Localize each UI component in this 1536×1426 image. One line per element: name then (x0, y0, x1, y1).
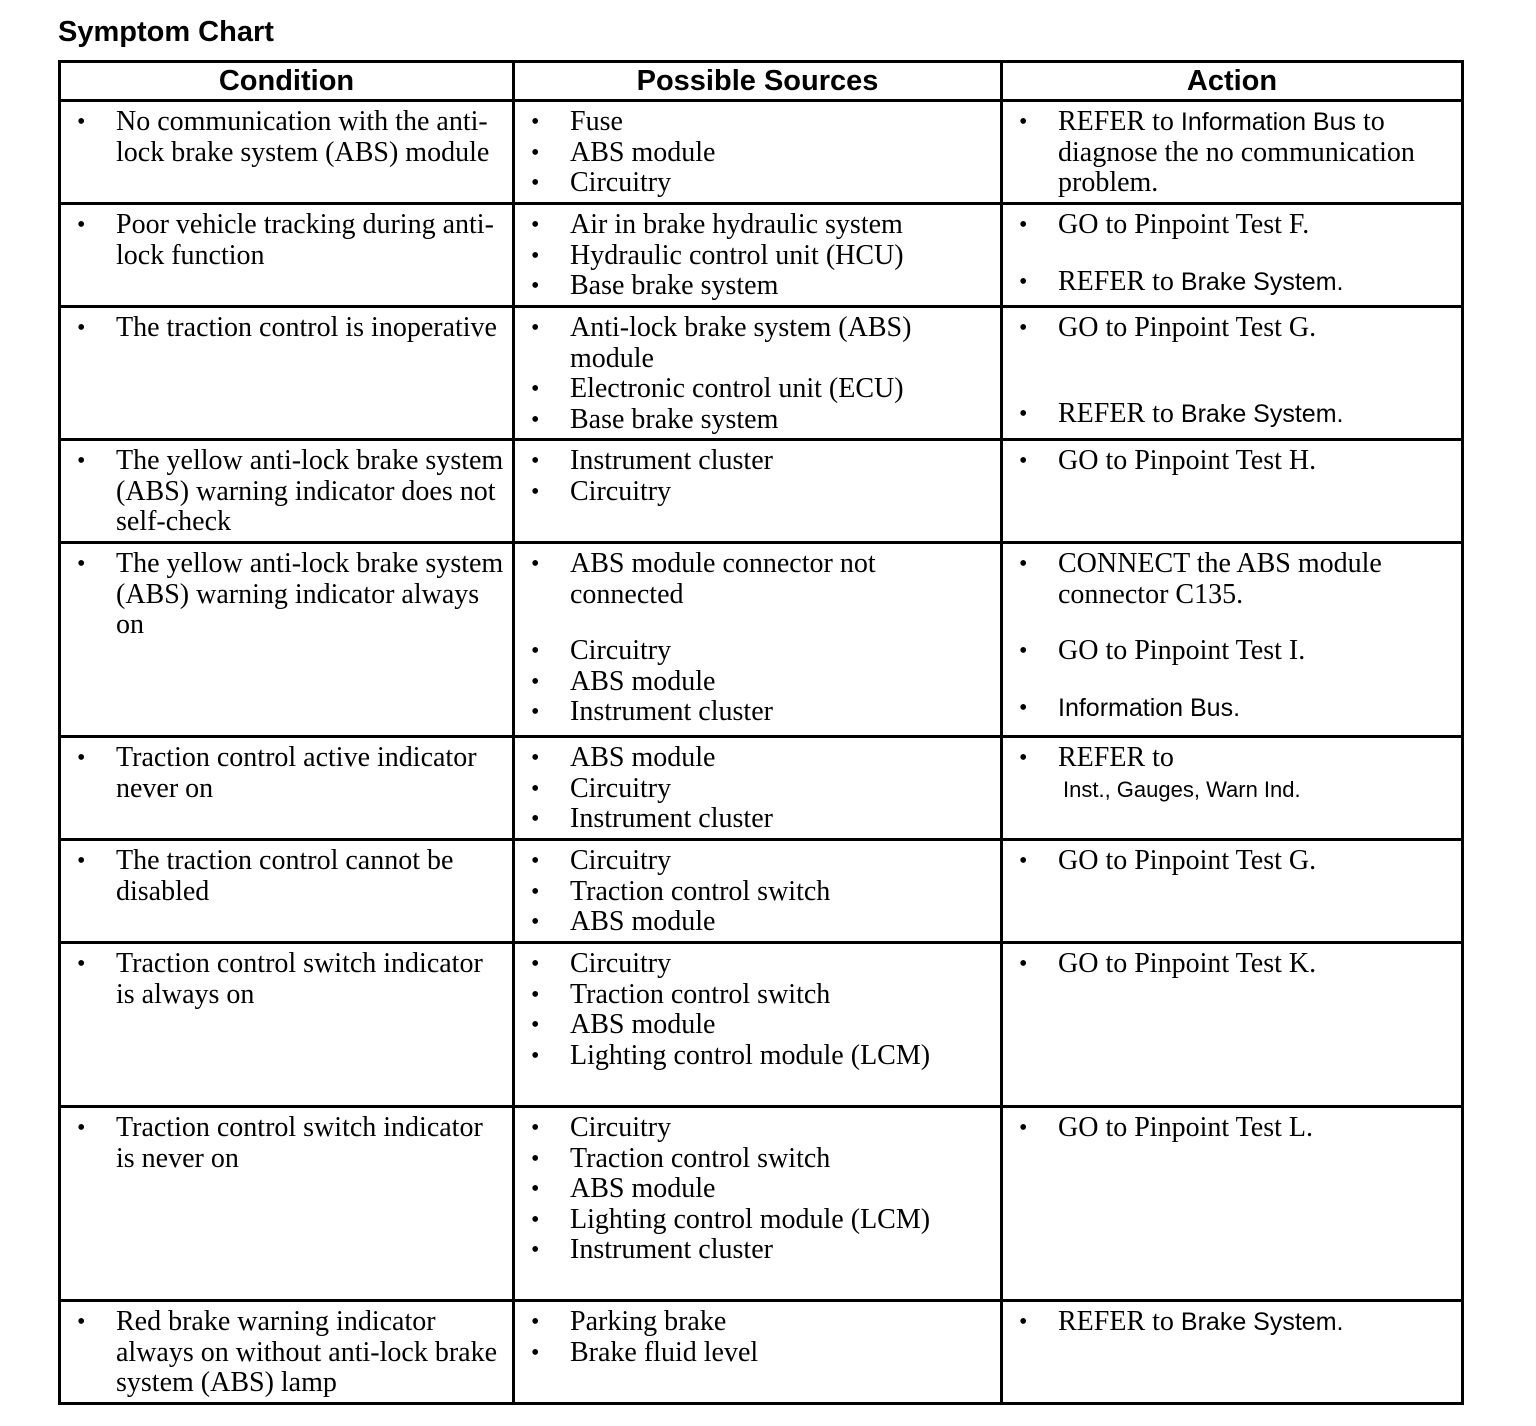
source-item: • ABS module (519, 138, 996, 169)
table-row (60, 307, 1463, 440)
action-cell (1002, 1107, 1463, 1301)
sources-cell (514, 307, 1002, 440)
table-row (60, 1107, 1463, 1301)
sources-cell (514, 737, 1002, 840)
source-item: • ABS module (519, 907, 996, 938)
source-item: • Instrument cluster (519, 697, 996, 728)
source-item: • Instrument cluster (519, 446, 996, 477)
action-item: • CONNECT the ABS module connector C135. (1007, 549, 1457, 610)
sources-cell (514, 543, 1002, 737)
table-row (60, 737, 1463, 840)
source-item: • Hydraulic control unit (HCU) (519, 241, 996, 272)
source-item: • Instrument cluster (519, 804, 996, 835)
action-text: REFER to (1058, 742, 1174, 773)
condition-cell (60, 943, 514, 1107)
action-item: • GO to Pinpoint Test I. (1007, 636, 1457, 667)
action-item: • GO to Pinpoint Test L. (1007, 1113, 1457, 1144)
sources-cell (514, 204, 1002, 307)
source-item: • Parking brake (519, 1307, 996, 1338)
action-text: to diagnose the no communication problem. (1058, 106, 1415, 198)
source-item: • Brake fluid level (519, 1338, 996, 1369)
condition-cell (60, 737, 514, 840)
action-item: • GO to Pinpoint Test K. (1007, 949, 1457, 980)
condition-cell (60, 1107, 514, 1301)
table-row (60, 943, 1463, 1107)
table-row (60, 840, 1463, 943)
condition-text: • Poor vehicle tracking during anti-lock function (65, 210, 508, 271)
condition-cell (60, 840, 514, 943)
source-item: • Anti-lock brake system (ABS) module (519, 313, 996, 374)
source-item: • Base brake system (519, 271, 996, 302)
reference-link[interactable]: Brake System. (1180, 1308, 1344, 1336)
condition-cell (60, 543, 514, 737)
condition-cell (60, 440, 514, 543)
source-item: • Instrument cluster (519, 1235, 996, 1266)
source-item: • Circuitry (519, 949, 996, 980)
condition-cell (60, 204, 514, 307)
condition-text: • The yellow anti-lock brake system (ABS) warning indicator always on (65, 549, 508, 641)
condition-text: • Traction control switch indicator is always on (65, 949, 508, 1010)
action-item (1007, 107, 1457, 199)
source-item: • ABS module (519, 1010, 996, 1041)
action-cell (1002, 1301, 1463, 1404)
sources-cell (514, 840, 1002, 943)
action-item: • GO to Pinpoint Test F. (1007, 210, 1457, 241)
source-item: • ABS module (519, 667, 996, 698)
action-cell (1002, 307, 1463, 440)
action-cell (1002, 943, 1463, 1107)
action-item (1007, 693, 1457, 724)
source-item: • Fuse (519, 107, 996, 138)
table-row (60, 440, 1463, 543)
sources-cell (514, 101, 1002, 204)
table-row (60, 1301, 1463, 1404)
source-item: • Circuitry (519, 636, 996, 667)
condition-cell (60, 307, 514, 440)
action-cell (1002, 543, 1463, 737)
reference-link[interactable]: Inst., Gauges, Warn Ind. (1063, 776, 1301, 802)
reference-link[interactable]: Information Bus (1180, 108, 1357, 136)
source-item: • Lighting control module (LCM) (519, 1041, 996, 1072)
reference-link[interactable]: Information Bus. (1058, 693, 1241, 722)
source-item: • Base brake system (519, 405, 996, 436)
source-item: • ABS module (519, 1174, 996, 1205)
condition-text: • The traction control is inoperative (65, 313, 508, 344)
condition-text: • Red brake warning indicator always on without anti-lock brake system (ABS) lamp (65, 1307, 508, 1399)
source-item: • Circuitry (519, 774, 996, 805)
table-row (60, 101, 1463, 204)
action-cell (1002, 101, 1463, 204)
sources-cell (514, 1107, 1002, 1301)
symptom-chart-table (58, 60, 1464, 1405)
sources-cell (514, 943, 1002, 1107)
condition-cell (60, 101, 514, 204)
reference-link[interactable]: Brake System. (1180, 267, 1344, 296)
source-item: • Traction control switch (519, 1144, 996, 1175)
source-item: • Circuitry (519, 1113, 996, 1144)
condition-text: • No communication with the anti-lock brake system (ABS) module (65, 107, 508, 168)
action-text: REFER to (1058, 1306, 1181, 1337)
action-cell (1002, 204, 1463, 307)
condition-text: • Traction control switch indicator is never on (65, 1113, 508, 1174)
action-item: • GO to Pinpoint Test H. (1007, 446, 1457, 477)
source-item: • Traction control switch (519, 980, 996, 1011)
condition-text: • The yellow anti-lock brake system (ABS) warning indicator does not self-check (65, 446, 508, 538)
action-text: REFER to (1058, 106, 1181, 137)
action-cell (1002, 737, 1463, 840)
condition-cell (60, 1301, 514, 1404)
action-item: • GO to Pinpoint Test G. (1007, 313, 1457, 344)
source-item: • Lighting control module (LCM) (519, 1205, 996, 1236)
source-item: • ABS module (519, 743, 996, 774)
action-cell (1002, 440, 1463, 543)
sources-cell (514, 1301, 1002, 1404)
action-item (1007, 399, 1457, 430)
source-item: • Circuitry (519, 846, 996, 877)
condition-header: Condition (60, 62, 514, 101)
table-row (60, 204, 1463, 307)
source-item: • ABS module connector not connected (519, 549, 996, 610)
action-header: Action (1002, 62, 1463, 101)
action-text: REFER to (1058, 265, 1181, 297)
source-item: • Electronic control unit (ECU) (519, 374, 996, 405)
source-item: • Air in brake hydraulic system (519, 210, 996, 241)
action-cell (1002, 840, 1463, 943)
possible-sources-header: Possible Sources (514, 62, 1002, 101)
condition-text: • The traction control cannot be disabled (65, 846, 508, 907)
action-item (1007, 1307, 1457, 1338)
action-item: • GO to Pinpoint Test G. (1007, 846, 1457, 877)
table-row (60, 543, 1463, 737)
source-item: • Circuitry (519, 477, 996, 508)
reference-link[interactable]: Brake System. (1180, 399, 1344, 428)
page-title: Symptom Chart (58, 16, 274, 48)
source-item: • Circuitry (519, 168, 996, 199)
action-item (1007, 267, 1457, 298)
sources-cell (514, 440, 1002, 543)
condition-text: • Traction control active indicator never on (65, 743, 508, 804)
action-text: REFER to (1058, 397, 1181, 429)
action-item (1007, 743, 1457, 805)
source-item: • Traction control switch (519, 877, 996, 908)
table-header-row (60, 62, 1463, 101)
